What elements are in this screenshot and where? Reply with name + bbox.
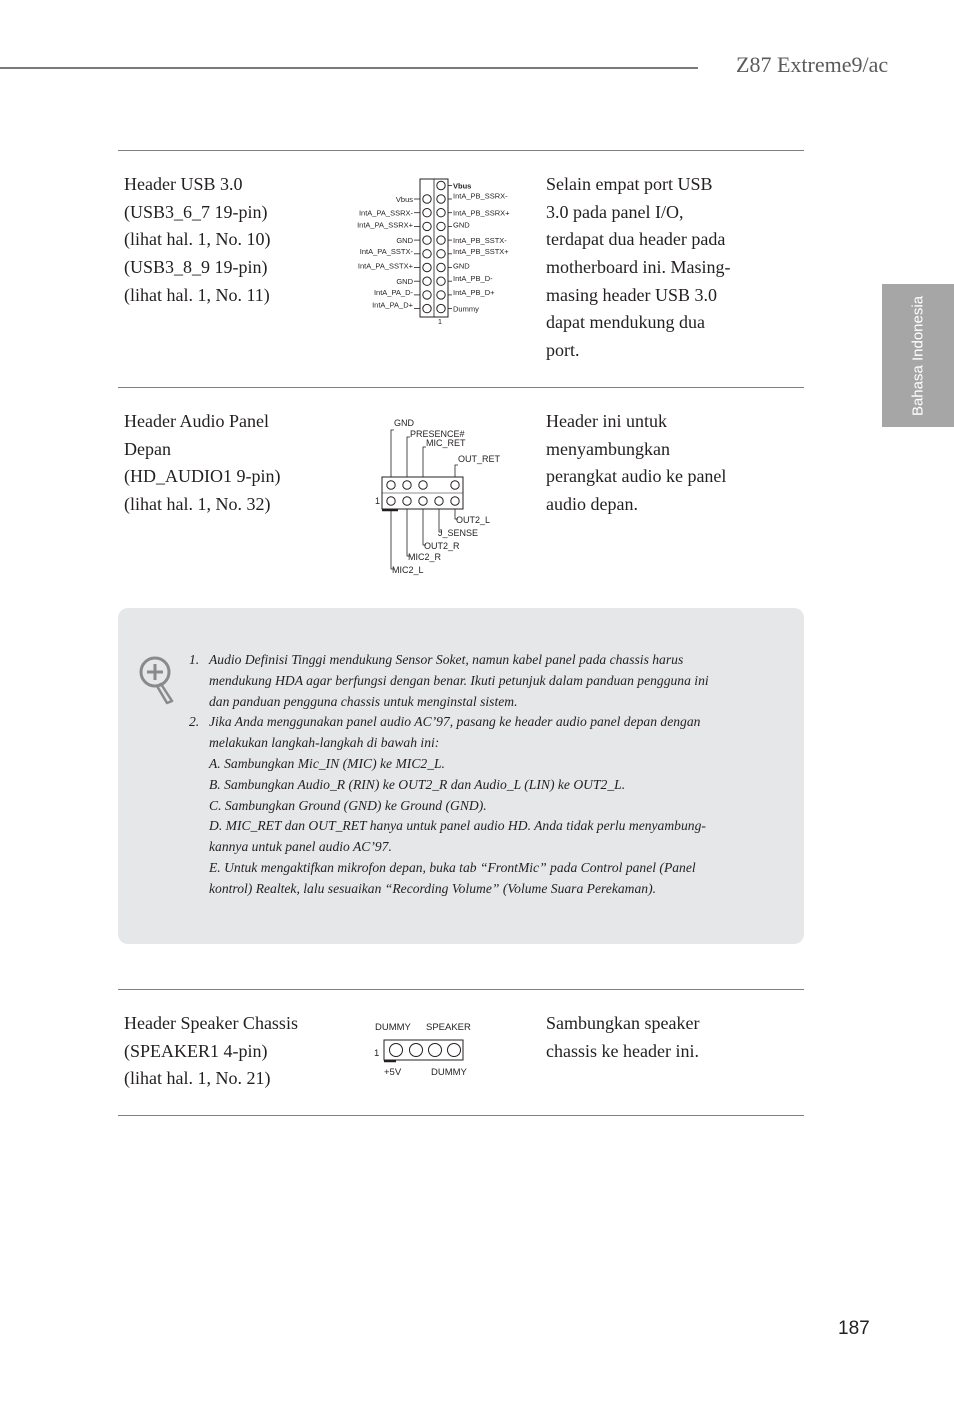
usb3-label-left: GND	[396, 277, 413, 287]
audio-header-description: Header ini untuk menyambungkan perangkat audio ke panel audio depan.	[546, 411, 727, 515]
speaker-pin	[448, 1044, 461, 1057]
audio-pin	[419, 497, 427, 505]
usb3-pin	[423, 263, 431, 271]
audio-pin	[403, 497, 411, 505]
audio-label-out2-l: OUT2_L	[456, 515, 491, 525]
usb3-pin	[423, 277, 431, 285]
section-divider	[118, 989, 804, 990]
usb3-pin	[423, 222, 431, 230]
usb3-label-left: IntA_PA_D+	[372, 300, 413, 310]
usb3-label-right: IntA_PB_SSTX+	[453, 246, 509, 256]
usb3-pin	[423, 250, 431, 258]
usb3-pin	[423, 209, 431, 217]
usb3-pin	[437, 209, 445, 217]
usb3-label-left: IntA_PA_SSRX-	[358, 208, 413, 218]
speaker-pin	[429, 1044, 442, 1057]
usb3-pin	[423, 236, 431, 244]
note-line: 2. Jika Anda menggunakan panel audio AC’97, pasang ke header audio panel depan dengan	[189, 714, 701, 730]
note-line: mendukung HDA agar berfungsi dengan benar. Ikuti petunjuk dalam panduan pengguna ini	[209, 672, 709, 688]
usb3-pin	[437, 277, 445, 285]
usb3-label-left: Vbus	[395, 195, 413, 204]
usb3-pin-row	[396, 274, 493, 286]
usb3-label-left: GND	[396, 236, 413, 246]
note-line: B. Sambungkan Audio_R (RIN) ke OUT2_R dan Audio_L (LIN) ke OUT2_L.	[209, 776, 626, 792]
usb3-label-right: IntA_PB_D+	[453, 287, 495, 297]
speaker-label-dummy-top: DUMMY	[375, 1022, 411, 1033]
usb3-pin	[437, 250, 445, 258]
usb3-pin-diagram	[340, 175, 530, 330]
audio-pin	[451, 497, 459, 505]
audio-label-presence: PRESENCE#	[410, 429, 465, 439]
audio-pin	[403, 481, 411, 489]
audio-pin	[451, 481, 459, 489]
audio-pin	[387, 481, 395, 489]
audio-label-mic-ret: MIC_RET	[426, 438, 466, 448]
note-text	[189, 650, 709, 900]
usb3-pin-row	[360, 247, 509, 258]
section-divider	[118, 387, 804, 388]
usb3-header-title: Header USB 3.0 (USB3_6_7 19-pin) (lihat hal. 1, No. 10) (USB3_8_9 19-pin) (lihat hal. 1, No. 11)	[124, 174, 271, 305]
audio-pin-diagram	[370, 415, 510, 580]
usb3-pin-row	[396, 236, 507, 245]
usb3-pin-row	[374, 288, 495, 299]
audio-label-mic2-r: MIC2_R	[408, 552, 442, 562]
audio-pin	[387, 497, 395, 505]
note-line: C. Sambungkan Ground (GND) ke Ground (GND).	[209, 797, 487, 813]
note-line: kontrol) Realtek, lalu sesuaikan “Recording Volume” (Volume Suara Perekaman).	[209, 880, 656, 896]
section-divider	[118, 150, 804, 151]
usb3-pin	[437, 236, 445, 244]
audio-label-gnd: GND	[394, 418, 414, 428]
speaker-label-dummy-bottom: DUMMY	[431, 1067, 467, 1078]
note-line: E. Untuk mengaktifkan mikrofon depan, buka tab “FrontMic” pada Control panel (Panel	[209, 859, 696, 875]
usb3-pin	[423, 291, 431, 299]
header-rule	[0, 67, 698, 69]
magnifier-plus-icon	[136, 653, 178, 705]
usb3-pin	[423, 195, 431, 203]
side-tab-label: Bahasa Indonesia	[909, 295, 927, 417]
usb3-pin	[437, 291, 445, 299]
audio-header-title: Header Audio Panel Depan (HD_AUDIO1 9-pin) (lihat hal. 1, No. 32)	[124, 411, 281, 515]
usb3-pin-row	[358, 255, 509, 272]
usb3-pin	[437, 304, 445, 312]
note-line: A. Sambungkan Mic_IN (MIC) ke MIC2_L.	[209, 755, 445, 771]
usb3-pin	[437, 263, 445, 271]
page-number: 187	[838, 1318, 870, 1339]
usb3-label-right: IntA_PB_SSRX+	[453, 208, 510, 218]
usb3-pin-row	[357, 220, 470, 230]
note-line: melakukan langkah-langkah di bawah ini:	[209, 735, 440, 751]
audio-label-out-ret: OUT_RET	[458, 454, 501, 464]
usb3-pin-row	[396, 192, 508, 205]
usb3-label-top: Vbus	[453, 181, 472, 191]
note-line: 1. Audio Definisi Tinggi mendukung Sensor Soket, namun kabel panel pada chassis harus	[189, 652, 684, 667]
speaker-header-description: Sambungkan speaker chassis ke header ini.	[546, 1013, 700, 1061]
page-title: Z87 Extreme9/ac	[736, 52, 889, 77]
audio-pin	[419, 481, 427, 489]
usb3-label-right: IntA_PB_SSRX-	[453, 191, 508, 201]
usb3-label-left: IntA_PA_SSTX+	[357, 261, 413, 271]
speaker-label-speaker: SPEAKER	[426, 1022, 471, 1033]
audio-pin	[435, 497, 443, 505]
note-line: dan panduan pengguna chassis untuk menginstal sistem.	[209, 693, 518, 709]
usb3-pin	[437, 181, 445, 189]
usb3-pin	[437, 222, 445, 230]
usb3-pin-rows	[357, 192, 510, 314]
usb3-label-right: GND	[453, 220, 470, 230]
usb3-label-left: IntA_PA_SSTX-	[359, 246, 413, 256]
usb3-pin1-marker: 1	[437, 317, 443, 326]
speaker-pin1-marker: 1	[374, 1048, 380, 1059]
usb3-header-description: Selain empat port USB 3.0 pada panel I/O, terdapat dua header pada motherboard ini. Masing- masing header USB 3.0 dapat mendukung dua port.	[546, 174, 731, 361]
speaker-pin-diagram	[370, 1015, 500, 1080]
usb3-label-right: GND	[453, 261, 470, 271]
audio-label-j-sense: J_SENSE	[438, 528, 479, 538]
note-line: kannya untuk panel audio AC’97.	[209, 839, 392, 855]
usb3-label-left: IntA_PA_SSRX+	[357, 220, 413, 230]
usb3-label-right: IntA_PB_SSTX-	[453, 236, 507, 246]
usb3-pin-row	[372, 301, 479, 314]
audio-label-out2-r: OUT2_R	[424, 541, 460, 551]
audio-label-mic2-l: MIC2_L	[392, 565, 424, 575]
speaker-header-title: Header Speaker Chassis (SPEAKER1 4-pin) (lihat hal. 1, No. 21)	[124, 1013, 298, 1089]
speaker-label-5v: +5V	[384, 1067, 402, 1078]
usb3-label-left: IntA_PA_D-	[373, 287, 413, 297]
speaker-pin	[390, 1044, 403, 1057]
speaker-pin	[410, 1044, 423, 1057]
usb3-pin	[423, 304, 431, 312]
note-line: D. MIC_RET dan OUT_RET hanya untuk panel audio HD. Anda tidak perlu menyambung-	[209, 818, 706, 834]
usb3-pin	[437, 195, 445, 203]
audio-pin1-marker: 1	[375, 496, 381, 506]
language-side-tab	[882, 284, 954, 427]
usb3-label-right: Dummy	[453, 304, 479, 314]
usb3-pin-row	[359, 209, 510, 218]
usb3-label-right: IntA_PB_D-	[453, 274, 493, 284]
section-divider	[118, 1115, 804, 1116]
